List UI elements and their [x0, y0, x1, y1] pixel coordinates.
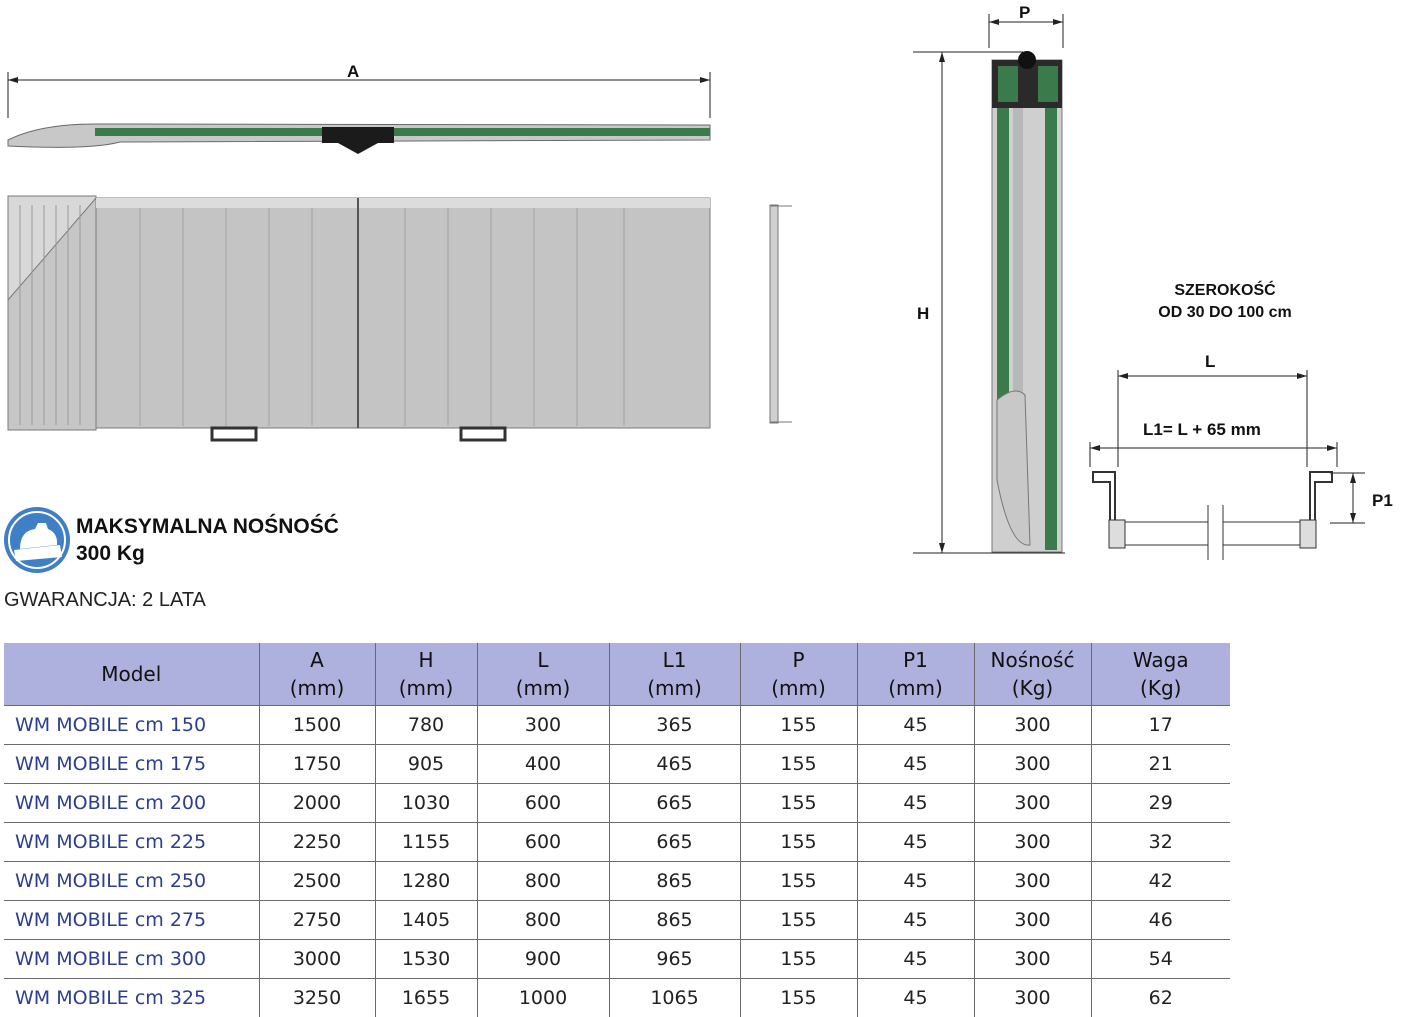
column-header-unit: (mm): [888, 676, 943, 700]
table-cell: 46: [1091, 901, 1230, 940]
column-header-name: P: [792, 648, 805, 672]
column-header-unit: (mm): [398, 676, 454, 700]
dimension-a-label: A: [347, 62, 360, 81]
table-row: [4, 901, 1230, 940]
table-cell: 300: [974, 979, 1091, 1017]
table-cell: 155: [740, 823, 857, 862]
table-cell: 300: [974, 940, 1091, 979]
table-cell: 45: [857, 745, 974, 784]
warranty-text: GWARANCJA: 2 LATA: [4, 589, 206, 611]
table-cell: 300: [974, 823, 1091, 862]
table-cell: 1405: [375, 901, 477, 940]
model-cell: WM MOBILE cm 250: [4, 862, 259, 901]
table-cell: 300: [974, 706, 1091, 745]
dimension-p1-label: P1: [1372, 491, 1393, 510]
table-cell: 155: [740, 901, 857, 940]
table-cell: 155: [740, 979, 857, 1017]
table-row: [4, 706, 1230, 745]
table-row: [4, 940, 1230, 979]
capacity-block: [76, 513, 339, 567]
model-cell: WM MOBILE cm 325: [4, 979, 259, 1017]
table-cell: 155: [740, 784, 857, 823]
table-cell: 905: [375, 745, 477, 784]
table-cell: 1280: [375, 862, 477, 901]
table-body: [4, 706, 1230, 1017]
width-note-line2: OD 30 DO 100 cm: [1158, 304, 1292, 321]
column-header-name: Model: [101, 662, 162, 686]
width-note-line1: SZEROKOŚĆ: [1174, 282, 1276, 299]
table-cell: 21: [1091, 745, 1230, 784]
column-header: [477, 643, 609, 706]
column-header-unit: (mm): [647, 676, 702, 700]
table-cell: 1030: [375, 784, 477, 823]
table-cell: 1065: [609, 979, 740, 1017]
dimension-l1-label: L1= L + 65 mm: [1143, 420, 1261, 439]
table-cell: 365: [609, 706, 740, 745]
table-cell: 400: [477, 745, 609, 784]
capacity-title: MAKSYMALNA NOŚNOŚĆ: [76, 515, 339, 538]
model-cell: WM MOBILE cm 200: [4, 784, 259, 823]
table-cell: 3250: [259, 979, 375, 1017]
model-cell: WM MOBILE cm 275: [4, 901, 259, 940]
table-cell: 45: [857, 862, 974, 901]
model-cell: WM MOBILE cm 150: [4, 706, 259, 745]
table-cell: 54: [1091, 940, 1230, 979]
table-cell: 900: [477, 940, 609, 979]
column-header-name: Nośność: [990, 648, 1075, 672]
column-header: [857, 643, 974, 706]
column-header-unit: (mm): [771, 676, 826, 700]
table-cell: 1000: [477, 979, 609, 1017]
table-cell: 45: [857, 901, 974, 940]
table-cell: 665: [609, 784, 740, 823]
table-cell: 32: [1091, 823, 1230, 862]
table-cell: 2500: [259, 862, 375, 901]
column-header: [259, 643, 375, 706]
column-header-name: A: [310, 648, 324, 672]
column-header-unit: (mm): [515, 676, 571, 700]
column-header: [609, 643, 740, 706]
table-cell: 3000: [259, 940, 375, 979]
table-cell: 1655: [375, 979, 477, 1017]
table-cell: 45: [857, 706, 974, 745]
column-header: [740, 643, 857, 706]
table-cell: 1750: [259, 745, 375, 784]
dimension-h-label: H: [917, 304, 930, 323]
table-cell: 155: [740, 745, 857, 784]
table-cell: 300: [477, 706, 609, 745]
table-cell: 965: [609, 940, 740, 979]
column-header-name: L1: [662, 648, 687, 672]
table-cell: 2750: [259, 901, 375, 940]
table-cell: 800: [477, 901, 609, 940]
table-cell: 155: [740, 862, 857, 901]
ramp-drawing: [0, 0, 800, 470]
model-cell: WM MOBILE cm 175: [4, 745, 259, 784]
column-header: [4, 643, 259, 706]
cross-section-drawing: [1085, 355, 1375, 565]
model-cell: WM MOBILE cm 300: [4, 940, 259, 979]
table-row: [4, 862, 1230, 901]
table-cell: 29: [1091, 784, 1230, 823]
table-cell: 600: [477, 784, 609, 823]
column-header-name: L: [537, 648, 549, 672]
column-header-unit: (mm): [289, 676, 345, 700]
table-cell: 1500: [259, 706, 375, 745]
table-cell: 865: [609, 862, 740, 901]
table-cell: 780: [375, 706, 477, 745]
column-header: [375, 643, 477, 706]
table-row: [4, 823, 1230, 862]
column-header-name: Waga: [1132, 648, 1189, 672]
column-header: [974, 643, 1091, 706]
column-header-name: P1: [903, 648, 928, 672]
table-cell: 1155: [375, 823, 477, 862]
table-cell: 865: [609, 901, 740, 940]
table-cell: 300: [974, 784, 1091, 823]
table-cell: 2000: [259, 784, 375, 823]
model-cell: WM MOBILE cm 225: [4, 823, 259, 862]
folded-ramp-drawing: [905, 0, 1085, 565]
table-cell: 42: [1091, 862, 1230, 901]
table-cell: 45: [857, 940, 974, 979]
table-cell: 300: [974, 901, 1091, 940]
capacity-value: 300 Kg: [76, 542, 145, 565]
table-row: [4, 784, 1230, 823]
dimension-p-label: P: [1019, 3, 1031, 22]
table-cell: 62: [1091, 979, 1230, 1017]
table-cell: 155: [740, 706, 857, 745]
table-cell: 800: [477, 862, 609, 901]
table-cell: 665: [609, 823, 740, 862]
column-header: [1091, 643, 1230, 706]
column-header-unit: (Kg): [1011, 676, 1054, 700]
table-cell: 600: [477, 823, 609, 862]
table-cell: 45: [857, 823, 974, 862]
table-cell: 45: [857, 784, 974, 823]
table-row: [4, 979, 1230, 1017]
width-note: [1130, 280, 1320, 324]
table-cell: 45: [857, 979, 974, 1017]
column-header-name: H: [418, 648, 434, 672]
spec-table: [4, 643, 1230, 1017]
table-cell: 17: [1091, 706, 1230, 745]
column-header-unit: (Kg): [1140, 676, 1182, 700]
dimension-l-label: L: [1205, 352, 1216, 371]
table-cell: 155: [740, 940, 857, 979]
weight-icon: [2, 505, 72, 575]
table-cell: 300: [974, 745, 1091, 784]
table-row: [4, 745, 1230, 784]
table-cell: 2250: [259, 823, 375, 862]
table-cell: 300: [974, 862, 1091, 901]
table-cell: 1530: [375, 940, 477, 979]
table-header-row: [4, 643, 1230, 706]
table-cell: 465: [609, 745, 740, 784]
